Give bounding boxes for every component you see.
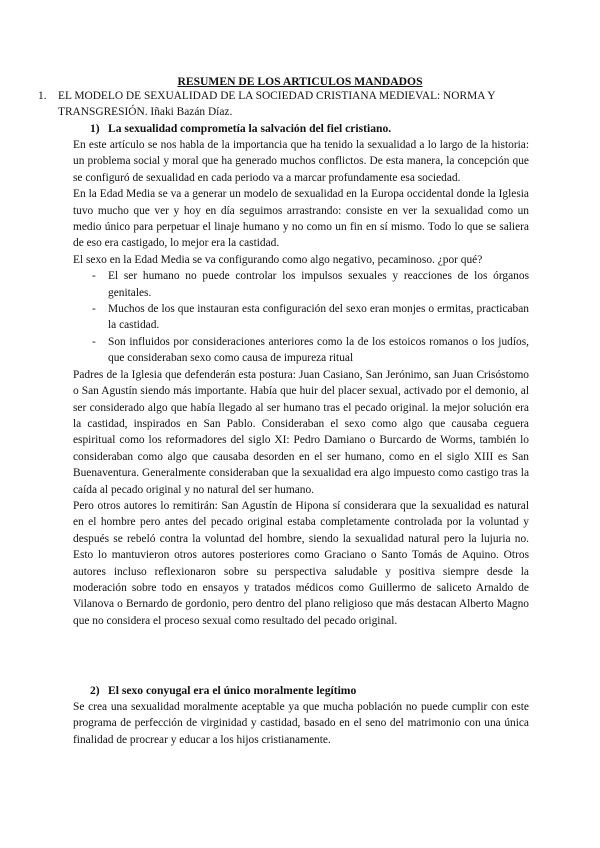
section-1-number: 1) xyxy=(90,122,100,135)
paragraph: Se crea una sexualidad moralmente aceptable ya que mucha población no puede cumplir con este programa de perfección de virginidad y castidad, basado en el seno del matrimonio con una única finalidad de procrear y educar a los hijos cristianamente. xyxy=(73,701,529,746)
section-1-title: La sexualidad comprometía la salvación del fiel cristiano. xyxy=(108,122,392,135)
document-title: RESUMEN DE LOS ARTICULOS MANDADOS xyxy=(177,75,423,88)
list-item: - El ser humano no puede controlar los impulsos sexuales y reacciones de los órganos genitales. xyxy=(92,270,529,299)
paragraph: Pero otros autores lo remitirán: San Agustín de Hipona sí considerara que la sexualidad es natural en el hombre pero antes del pecado original estaba completamente controlada por la voluntad y después se rebeló contra la voluntad del hombre, siendo la sexualidad natural pero la lujuria no. Esto lo mantuvieron otros autores posteriores como Graciano o Santo Tomás de Aquino. Otros autores incluso reflexionaron sobre su perspectiva saludable y positiva siempre desde la moderación sobre todo en ensayos y tratados médicos como Guillermo de saliceto Arnaldo de Vilanova o Bernardo de gordonio, pero dentro del plano religioso que más destacan Alberto Magno que no considera el proceso sexual como resultado del pecado original. xyxy=(73,499,529,627)
section-2-number: 2) xyxy=(90,684,100,697)
section-2-title: El sexo conyugal era el único moralmente legítimo xyxy=(108,684,357,697)
article-heading xyxy=(38,88,558,121)
paragraph: Padres de la Iglesia que defenderán esta postura: Juan Casiano, San Jerónimo, san Juan Crisóstomo o San Agustín siendo más importante. Había que huir del placer sexual, activado por el demonio, al ser considerado algo que había llegado al ser humano tras el pecado original. la mejor solución era la castidad, inspirados en San Pablo. Consideraban el sexo como algo que causaba ceguera espiritual como los reformadores del siglo XI: Pedro Damiano o Burcardo de Worms, también lo consideraban como algo que causaba desorden en el ser humano, como en el siglo XIII es San Buenaventura. Generalmente consideraban que la sexualidad era algo impuesto como castigo tras la caída al pecado original y no natural del ser humano. xyxy=(73,368,529,496)
section-2-heading xyxy=(90,683,356,699)
section-1-heading xyxy=(90,121,391,137)
paragraph: En este artículo se nos habla de la importancia que ha tenido la sexualidad a lo largo de la historia: un problema social y moral que ha generado muchos conflictos. De esta manera, la concepción que se configuró de sexualidad en cada periodo va a marcar profundamente esa sociedad. xyxy=(73,139,529,184)
paragraph: El sexo en la Edad Media se va configurando como algo negativo, pecaminoso. ¿por qué? xyxy=(73,253,483,266)
article-number: 1. xyxy=(38,90,47,102)
article-title: EL MODELO DE SEXUALIDAD DE LA SOCIEDAD CRISTIANA MEDIEVAL: NORMA Y TRANSGRESIÓN. Iñaki Bazán Díaz. xyxy=(58,90,496,119)
section-2-body xyxy=(73,699,529,748)
list-item: - Muchos de los que instauran esta configuración del sexo eran monjes o ermitas, practicaban la castidad. xyxy=(92,303,529,332)
list-item: - Son influidos por consideraciones anteriores como la de los estoicos romanos o los judíos, que consideraban sexo como causa de impureza ritual xyxy=(92,335,529,365)
bullet-list xyxy=(73,268,529,366)
section-1-body xyxy=(73,137,529,629)
paragraph: En la Edad Media se va a generar un modelo de sexualidad en la Europa occidental donde la Iglesia tuvo mucho que ver y hoy en día seguimos arrastrando: consiste en ver la sexualidad como un medio único para perpetuar el linaje humano y no como un fin en sí mismo. Todo lo que se saliera de eso era castigado, lo mejor era la castidad. xyxy=(73,188,529,250)
